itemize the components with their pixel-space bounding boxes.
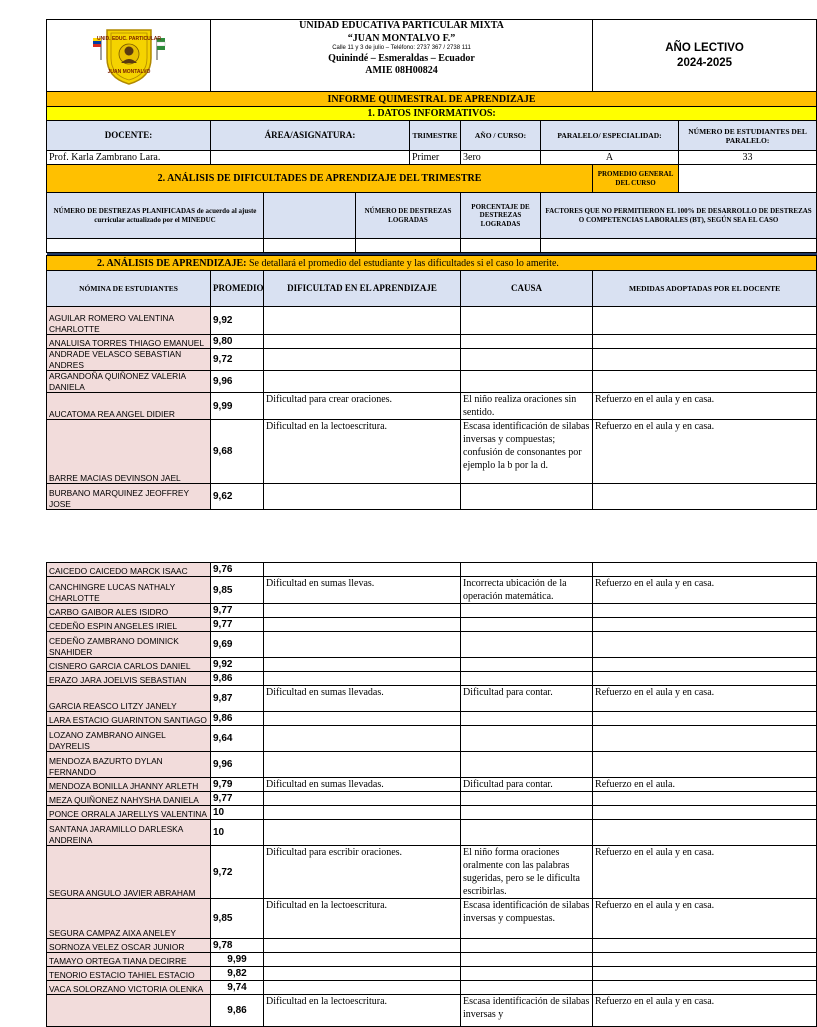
student-measures <box>593 618 817 632</box>
student-measures: Refuerzo en el aula y en casa. <box>593 577 817 604</box>
student-measures: Refuerzo en el aula y en casa. <box>593 686 817 712</box>
school-city: Quinindé – Esmeraldas – Ecuador <box>328 52 475 64</box>
student-row <box>47 349 817 371</box>
student-measures <box>593 953 817 967</box>
student-row <box>47 484 817 510</box>
student-cause: Escasa identificación de silabas inversas y compuestas. <box>461 899 593 939</box>
student-difficulty <box>264 672 461 686</box>
student-cause <box>461 604 593 618</box>
student-row <box>47 995 817 1027</box>
student-name: ANALUISA TORRES THIAGO EMANUEL <box>47 335 211 349</box>
student-cause <box>461 806 593 820</box>
header-destrezas-planificadas: NÚMERO DE DESTREZAS PLANIFICADAS de acuerdo al ajuste curricular actualizado por el MINEDUC <box>47 193 264 239</box>
student-difficulty <box>264 349 461 371</box>
student-difficulty <box>264 752 461 778</box>
report-table-page1 <box>46 19 817 510</box>
student-grade: 9,82 <box>211 967 264 981</box>
student-row <box>47 820 817 846</box>
student-difficulty <box>264 658 461 672</box>
student-difficulty <box>264 806 461 820</box>
student-grade: 9,77 <box>211 604 264 618</box>
student-difficulty <box>264 981 461 995</box>
student-difficulty <box>264 712 461 726</box>
student-measures <box>593 981 817 995</box>
svg-text:UNID. EDUC. PARTICULAR: UNID. EDUC. PARTICULAR <box>96 36 161 42</box>
student-row <box>47 658 817 672</box>
student-difficulty: Dificultad en sumas llevadas. <box>264 778 461 792</box>
student-measures: Refuerzo en el aula y en casa. <box>593 393 817 420</box>
student-measures <box>593 632 817 658</box>
student-row <box>47 981 817 995</box>
student-name: PONCE ORRALA JARELLYS VALENTINA <box>47 806 211 820</box>
school-address: Calle 11 y 3 de julio – Teléfono: 2737 367 / 2738 111 <box>332 45 471 51</box>
student-row <box>47 307 817 335</box>
student-cause: Dificultad para contar. <box>461 778 593 792</box>
student-name: CAICEDO CAICEDO MARCK ISAAC <box>47 563 211 577</box>
student-cause: Escasa identificación de silabas inversas y <box>461 995 593 1027</box>
destrezas-logradas-value <box>356 239 461 253</box>
student-name <box>47 995 211 1027</box>
student-difficulty: Dificultad en la lectoescritura. <box>264 420 461 484</box>
student-cause <box>461 967 593 981</box>
student-grade: 9,86 <box>211 995 264 1027</box>
student-name: AGUILAR ROMERO VALENTINA CHARLOTTE <box>47 307 211 335</box>
student-cause <box>461 349 593 371</box>
student-name: LOZANO ZAMBRANO AINGEL DAYRELIS <box>47 726 211 752</box>
student-grade: 9,78 <box>211 939 264 953</box>
student-row <box>47 726 817 752</box>
student-measures <box>593 335 817 349</box>
student-grade: 9,79 <box>211 778 264 792</box>
promedio-general-label: PROMEDIO GENERAL DEL CURSO <box>593 165 679 193</box>
section1-title: 1. DATOS INFORMATIVOS: <box>47 107 817 121</box>
student-name: CISNERO GARCIA CARLOS DANIEL <box>47 658 211 672</box>
report-table-page2 <box>46 562 817 1027</box>
student-row <box>47 686 817 712</box>
student-difficulty <box>264 604 461 618</box>
student-cause <box>461 335 593 349</box>
anio-curso-value: 3ero <box>461 151 541 165</box>
svg-text:JUAN MONTALVO: JUAN MONTALVO <box>107 69 150 75</box>
student-grade: 9,92 <box>211 658 264 672</box>
student-cause: El niño forma oraciones oralmente con las palabras sugeridas, pero se le dificulta escribirlas. <box>461 846 593 899</box>
student-name: TAMAYO ORTEGA TIANA DECIRRE <box>47 953 211 967</box>
student-row <box>47 712 817 726</box>
student-measures <box>593 307 817 335</box>
student-cause <box>461 658 593 672</box>
student-row <box>47 335 817 349</box>
student-grade: 9,77 <box>211 618 264 632</box>
student-measures: Refuerzo en el aula y en casa. <box>593 899 817 939</box>
student-row <box>47 577 817 604</box>
student-measures <box>593 604 817 618</box>
porcentaje-value <box>461 239 541 253</box>
student-name: MENDOZA BONILLA JHANNY ARLETH <box>47 778 211 792</box>
header-area: ÁREA/ASIGNATURA: <box>211 121 410 151</box>
factores-value <box>541 239 817 253</box>
header-trimestre: TRIMESTRE <box>410 121 461 151</box>
student-difficulty <box>264 939 461 953</box>
student-name: MEZA QUIÑONEZ NAHYSHA DANIELA <box>47 792 211 806</box>
student-row <box>47 752 817 778</box>
student-name: MENDOZA BAZURTO DYLAN FERNANDO <box>47 752 211 778</box>
student-grade: 9,96 <box>211 752 264 778</box>
section2b-note: Se detallará el promedio del estudiante y las dificultades si el caso lo amerite. <box>248 257 559 269</box>
school-amie: AMIE 08H00824 <box>365 65 438 76</box>
student-grade: 9,69 <box>211 632 264 658</box>
student-difficulty: Dificultad para escribir oraciones. <box>264 846 461 899</box>
school-year-label: AÑO LECTIVO <box>665 42 744 55</box>
student-cause <box>461 939 593 953</box>
student-difficulty <box>264 967 461 981</box>
student-row <box>47 953 817 967</box>
student-row <box>47 632 817 658</box>
header-destrezas-logradas: NÚMERO DE DESTREZAS LOGRADAS <box>356 193 461 239</box>
student-difficulty <box>264 371 461 393</box>
student-difficulty <box>264 953 461 967</box>
student-grade: 9,99 <box>211 953 264 967</box>
student-cause: Escasa identificación de silabas inversas y compuestas; confusión de consonantes por ejemplo la b por la d. <box>461 420 593 484</box>
student-difficulty: Dificultad en la lectoescritura. <box>264 995 461 1027</box>
school-name: UNIDAD EDUCATIVA PARTICULAR MIXTA <box>299 20 504 31</box>
student-difficulty <box>264 563 461 577</box>
student-cause <box>461 820 593 846</box>
student-name: CEDEÑO ZAMBRANO DOMINICK SNAHIDER <box>47 632 211 658</box>
student-measures <box>593 658 817 672</box>
student-measures <box>593 484 817 510</box>
student-row <box>47 604 817 618</box>
student-measures <box>593 792 817 806</box>
section2b-header <box>47 256 817 271</box>
student-name: GARCIA REASCO LITZY JANELY <box>47 686 211 712</box>
student-row <box>47 420 817 484</box>
student-name: SEGURA ANGULO JAVIER ABRAHAM <box>47 846 211 899</box>
student-row <box>47 899 817 939</box>
student-name: AUCATOMA REA ANGEL DIDIER <box>47 393 211 420</box>
student-grade: 9,86 <box>211 672 264 686</box>
student-grade: 9,85 <box>211 577 264 604</box>
student-measures <box>593 967 817 981</box>
header-causa: CAUSA <box>461 271 593 307</box>
student-cause <box>461 563 593 577</box>
report-title: INFORME QUIMESTRAL DE APRENDIZAJE <box>47 92 817 107</box>
student-grade: 9,62 <box>211 484 264 510</box>
paralelo-value: A <box>541 151 679 165</box>
student-cause <box>461 484 593 510</box>
student-grade: 9,77 <box>211 792 264 806</box>
student-measures: Refuerzo en el aula y en casa. <box>593 846 817 899</box>
section2b-title: 2. ANÁLISIS DE APRENDIZAJE: <box>97 257 247 269</box>
student-row <box>47 778 817 792</box>
student-cause <box>461 752 593 778</box>
student-measures <box>593 752 817 778</box>
student-measures <box>593 672 817 686</box>
student-difficulty: Dificultad en la lectoescritura. <box>264 899 461 939</box>
student-row <box>47 672 817 686</box>
student-measures <box>593 820 817 846</box>
student-row <box>47 393 817 420</box>
header-nomina: NÓMINA DE ESTUDIANTES <box>47 271 211 307</box>
student-measures <box>593 349 817 371</box>
student-cause: El niño realiza oraciones sin sentido. <box>461 393 593 420</box>
student-measures: Refuerzo en el aula y en casa. <box>593 420 817 484</box>
student-name: SEGURA CAMPAZ AIXA ANELEY <box>47 899 211 939</box>
student-difficulty <box>264 792 461 806</box>
student-cause <box>461 712 593 726</box>
school-logo-cell <box>47 20 211 92</box>
school-year <box>593 20 817 92</box>
student-difficulty <box>264 632 461 658</box>
section2a-title: 2. ANÁLISIS DE DIFICULTADES DE APRENDIZAJE DEL TRIMESTRE <box>47 165 593 193</box>
student-measures <box>593 371 817 393</box>
student-row <box>47 806 817 820</box>
student-grade: 10 <box>211 806 264 820</box>
student-row <box>47 846 817 899</box>
header-docente: DOCENTE: <box>47 121 211 151</box>
student-grade: 9,85 <box>211 899 264 939</box>
header-factores: FACTORES QUE NO PERMITIERON EL 100% DE DESARROLLO DE DESTREZAS O COMPETENCIAS LABORALES (BT), SEGÚN SEA EL CASO <box>541 193 817 239</box>
student-row <box>47 967 817 981</box>
school-logo <box>89 20 169 86</box>
student-grade: 9,80 <box>211 335 264 349</box>
header-porcentaje: PORCENTAJE DE DESTREZAS LOGRADAS <box>461 193 541 239</box>
student-row <box>47 563 817 577</box>
trimestre-value: Primer <box>410 151 461 165</box>
student-name: CANCHINGRE LUCAS NATHALY CHARLOTTE <box>47 577 211 604</box>
student-grade: 9,68 <box>211 420 264 484</box>
student-name: BURBANO MARQUINEZ JEOFFREY JOSE <box>47 484 211 510</box>
area-value <box>211 151 410 165</box>
student-measures: Refuerzo en el aula. <box>593 778 817 792</box>
student-grade: 9,76 <box>211 563 264 577</box>
student-grade: 9,86 <box>211 712 264 726</box>
student-measures <box>593 726 817 752</box>
student-cause <box>461 307 593 335</box>
student-difficulty <box>264 618 461 632</box>
student-name: ERAZO JARA JOELVIS SEBASTIAN <box>47 672 211 686</box>
student-grade: 9,72 <box>211 349 264 371</box>
docente-value: Prof. Karla Zambrano Lara. <box>47 151 211 165</box>
student-grade: 9,99 <box>211 393 264 420</box>
school-year-value: 2024-2025 <box>677 56 733 69</box>
header-medidas: MEDIDAS ADOPTADAS POR EL DOCENTE <box>593 271 817 307</box>
student-measures <box>593 939 817 953</box>
student-difficulty: Dificultad en sumas llevas. <box>264 577 461 604</box>
student-cause: Dificultad para contar. <box>461 686 593 712</box>
student-cause <box>461 726 593 752</box>
student-difficulty <box>264 335 461 349</box>
student-measures <box>593 563 817 577</box>
header-promedio: PROMEDIO <box>211 271 264 307</box>
promedio-general-value <box>679 165 817 193</box>
student-difficulty <box>264 820 461 846</box>
student-grade: 9,87 <box>211 686 264 712</box>
student-cause <box>461 953 593 967</box>
student-grade: 9,92 <box>211 307 264 335</box>
header-num-estudiantes: NÚMERO DE ESTUDIANTES DEL PARALELO: <box>679 121 817 151</box>
student-difficulty <box>264 726 461 752</box>
student-cause <box>461 981 593 995</box>
student-cause <box>461 632 593 658</box>
student-name: BARRE MACIAS DEVINSON JAEL <box>47 420 211 484</box>
student-measures <box>593 806 817 820</box>
student-row <box>47 939 817 953</box>
student-name: SANTANA JARAMILLO DARLESKA ANDREINA <box>47 820 211 846</box>
student-difficulty: Dificultad en sumas llevadas. <box>264 686 461 712</box>
student-difficulty: Dificultad para crear oraciones. <box>264 393 461 420</box>
student-grade: 9,96 <box>211 371 264 393</box>
student-name: LARA ESTACIO GUARINTON SANTIAGO <box>47 712 211 726</box>
destrezas-blank <box>264 239 356 253</box>
header-destrezas-planificadas-value <box>264 193 356 239</box>
student-name: ARGANDOÑA QUIÑONEZ VALERIA DANIELA <box>47 371 211 393</box>
school-short-name: “JUAN MONTALVO F.” <box>347 32 456 44</box>
student-row <box>47 371 817 393</box>
header-dificultad: DIFICULTAD EN EL APRENDIZAJE <box>264 271 461 307</box>
student-cause <box>461 618 593 632</box>
num-estudiantes-value: 33 <box>679 151 817 165</box>
student-grade: 9,72 <box>211 846 264 899</box>
student-name: CEDEÑO ESPIN ANGELES IRIEL <box>47 618 211 632</box>
student-cause: Incorrecta ubicación de la operación matemática. <box>461 577 593 604</box>
student-name: VACA SOLORZANO VICTORIA OLENKA <box>47 981 211 995</box>
student-measures: Refuerzo en el aula y en casa. <box>593 995 817 1027</box>
student-grade: 9,74 <box>211 981 264 995</box>
header-anio-curso: AÑO / CURSO: <box>461 121 541 151</box>
student-grade: 10 <box>211 820 264 846</box>
student-row <box>47 792 817 806</box>
student-cause <box>461 371 593 393</box>
student-row <box>47 618 817 632</box>
student-name: TENORIO ESTACIO TAHIEL ESTACIO <box>47 967 211 981</box>
school-header <box>211 20 593 92</box>
header-paralelo: PARALELO/ ESPECIALIDAD: <box>541 121 679 151</box>
student-cause <box>461 792 593 806</box>
student-difficulty <box>264 484 461 510</box>
student-grade: 9,64 <box>211 726 264 752</box>
destrezas-planificadas-value <box>47 239 264 253</box>
student-name: CARBO GAIBOR ALES ISIDRO <box>47 604 211 618</box>
student-name: SORNOZA VELEZ OSCAR JUNIOR <box>47 939 211 953</box>
student-cause <box>461 672 593 686</box>
student-difficulty <box>264 307 461 335</box>
student-measures <box>593 712 817 726</box>
student-name: ANDRADE VELASCO SEBASTIAN ANDRES <box>47 349 211 371</box>
